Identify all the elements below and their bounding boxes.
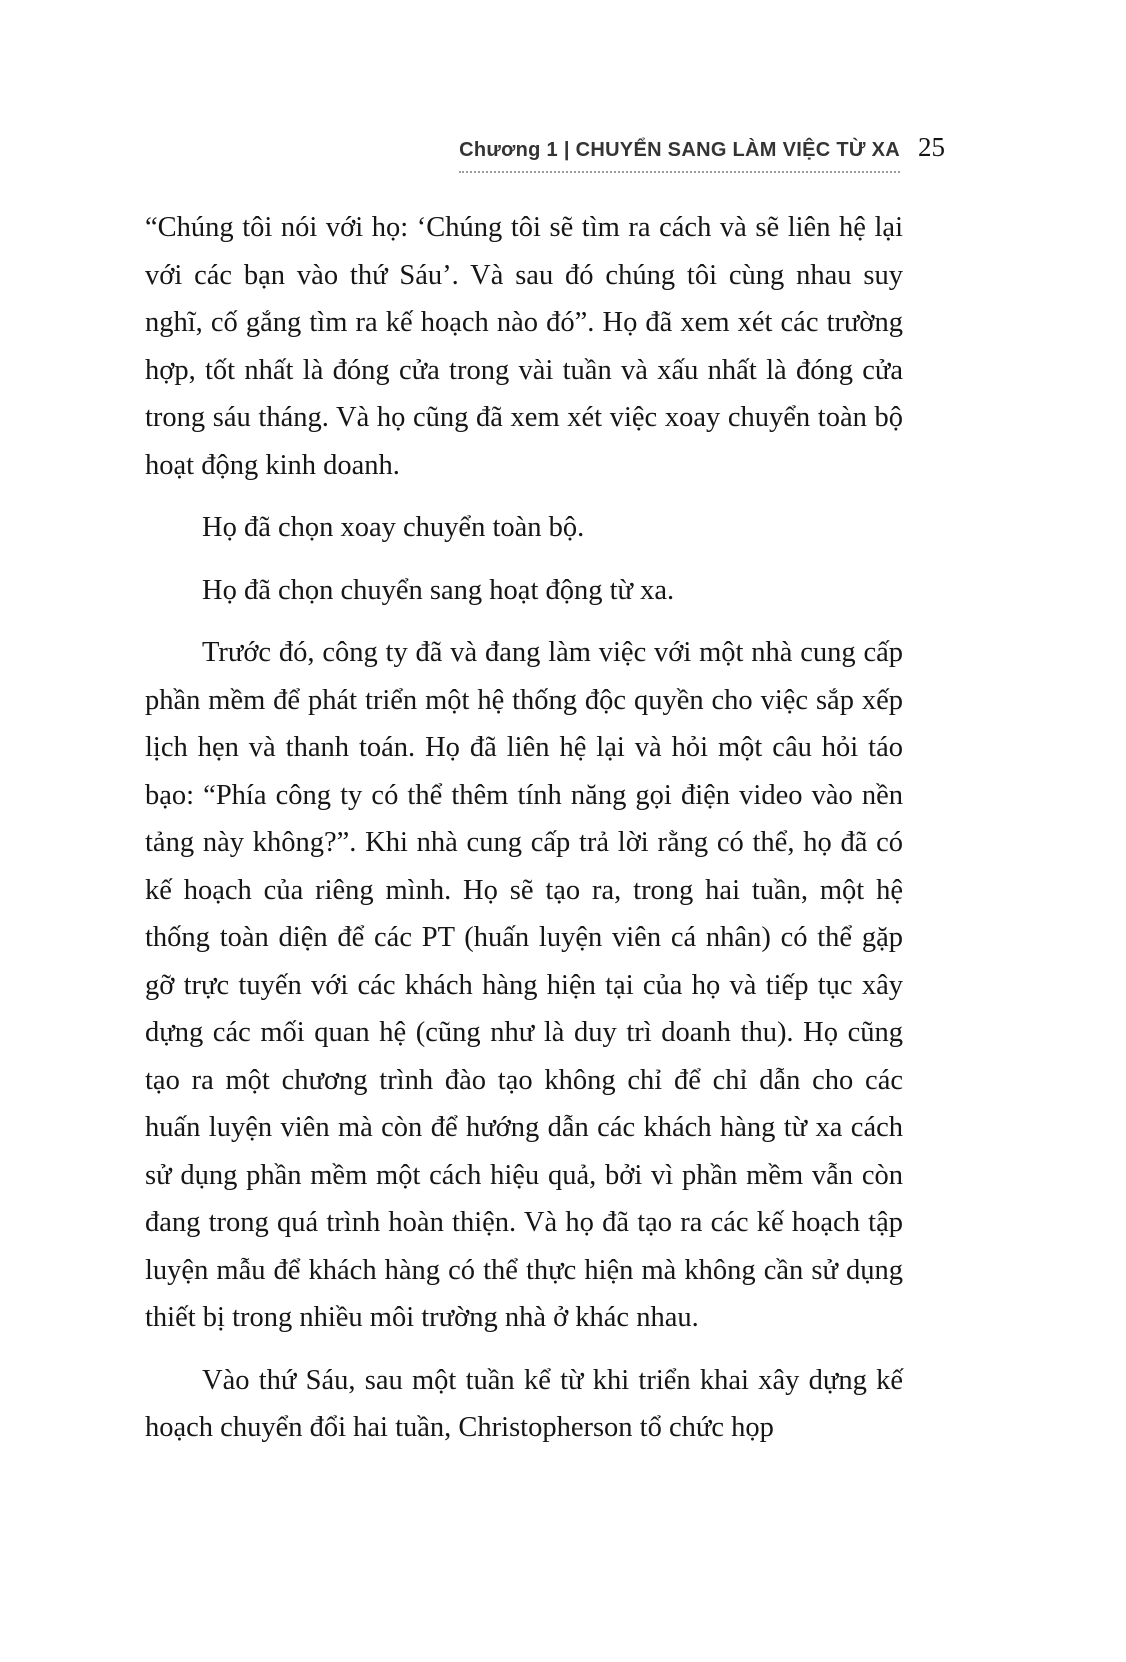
paragraph-quote: “Chúng tôi nói với họ: ‘Chúng tôi sẽ tìm ra cách và sẽ liên hệ lại với các bạn vào thứ Sáu’. Và sau đó chúng tôi cùng nhau suy nghĩ, cố gắng tìm ra kế hoạch nào đó”. Họ đã xem xét các trường hợp, tốt nhất là đóng cửa trong vài tuần và xấu nhất là đóng cửa trong sáu tháng. Và họ cũng đã xem xét việc xoay chuyển toàn bộ hoạt động kinh doanh.	[145, 212, 903, 481]
chapter-title: Chương 1 | CHUYỂN SANG LÀM VIỆC TỪ XA	[459, 139, 900, 173]
page-number: 25	[918, 132, 945, 162]
paragraph: Họ đã chọn xoay chuyển toàn bộ.	[202, 512, 585, 543]
paragraph: Họ đã chọn chuyển sang hoạt động từ xa.	[202, 574, 675, 606]
page-header	[0, 132, 945, 173]
paragraph: Trước đó, công ty đã và đang làm việc với một nhà cung cấp phần mềm để phát triển một hệ thống độc quyền cho việc sắp xếp lịch hẹn và thanh toán. Họ đã liên hệ lại và hỏi một câu hỏi táo bạo: “Phía công ty có thể thêm tính năng gọi điện video vào nền tảng này không?”. Khi nhà cung cấp trả lời rằng có thể, họ đã có kế hoạch của riêng mình. Họ sẽ tạo ra, trong hai tuần, một hệ thống toàn diện để các PT (huấn luyện viên cá nhân) có thể gặp gỡ trực tuyến với các khách hàng hiện tại của họ và tiếp tục xây dựng các mối quan hệ (cũng như là duy trì doanh thu). Họ cũng tạo ra một chương trình đào tạo không chỉ để chỉ dẫn cho các huấn luyện viên mà còn để hướng dẫn các khách hàng từ xa cách sử dụng phần mềm một cách hiệu quả, bởi vì phần mềm vẫn còn đang trong quá trình hoàn thiện. Và họ đã tạo ra các kế hoạch tập luyện mẫu để khách hàng có thể thực hiện mà không cần sử dụng thiết bị trong nhiều môi trường nhà ở khác nhau.	[145, 637, 903, 1333]
body-text	[145, 204, 903, 1467]
paragraph: Vào thứ Sáu, sau một tuần kể từ khi triển khai xây dựng kế hoạch chuyển đổi hai tuần, Christopherson tổ chức họp	[145, 1364, 903, 1443]
